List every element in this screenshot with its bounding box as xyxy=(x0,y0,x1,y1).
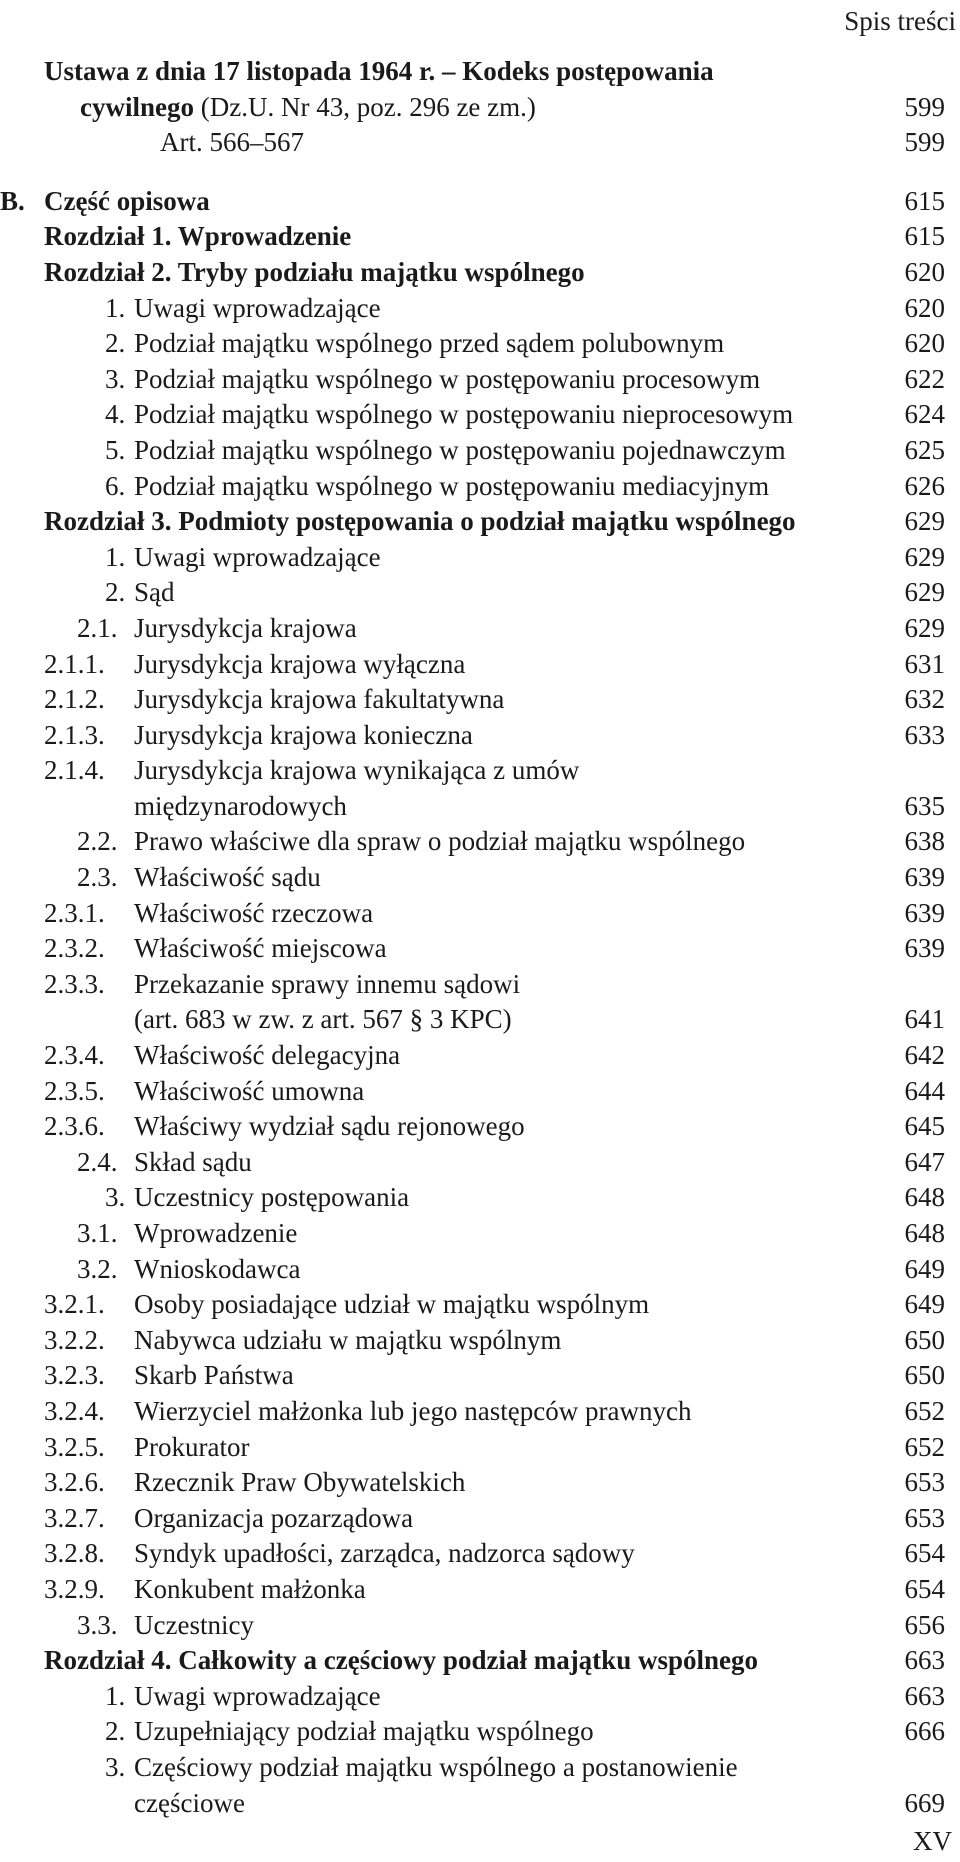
toc-entry-title: Rozdział 2. Tryby podziału majątku wspólnego xyxy=(44,257,589,287)
toc-entry xyxy=(0,1323,945,1359)
toc-entry xyxy=(0,753,945,789)
toc-entry xyxy=(0,433,945,469)
toc-page-number: 638 xyxy=(899,824,946,860)
toc-page-number: 650 xyxy=(899,1358,946,1394)
toc-page-number: 642 xyxy=(899,1038,946,1074)
toc-entry-number: 2. xyxy=(105,328,126,359)
toc-entry xyxy=(0,1643,945,1679)
toc-page-number: 620 xyxy=(899,291,946,327)
toc-entry-number: 2.3. xyxy=(77,862,118,893)
toc-page-number: 645 xyxy=(899,1109,946,1145)
toc-page-number: 653 xyxy=(899,1465,946,1501)
toc-entry-title: Rozdział 3. Podmioty postępowania o podział majątku wspólnego xyxy=(44,506,800,536)
toc-entry-number: 2.1. xyxy=(77,612,118,643)
toc-entry-number: 5. xyxy=(105,434,126,465)
toc-entry xyxy=(0,1430,945,1466)
toc-entry-title: Konkubent małżonka xyxy=(134,1574,370,1604)
toc-entry-number: 2.3.2. xyxy=(44,933,105,964)
toc-entry xyxy=(0,718,945,754)
toc-entry-number: 3.2. xyxy=(77,1253,118,1284)
toc-entry-title: Art. 566–567 xyxy=(160,127,308,157)
toc-page-number: 663 xyxy=(899,1643,946,1679)
toc-page-number: 635 xyxy=(899,789,946,825)
toc-entry-title: Właściwość delegacyjna xyxy=(134,1040,404,1070)
toc-entry-title: cywilnego (Dz.U. Nr 43, poz. 296 ze zm.) xyxy=(80,92,540,122)
toc-page-number: 629 xyxy=(899,504,946,540)
toc-entry-title: Właściwy wydział sądu rejonowego xyxy=(134,1111,529,1141)
toc-entry xyxy=(0,1038,945,1074)
toc-entry-title: Podział majątku wspólnego w postępowaniu mediacyjnym xyxy=(134,471,773,501)
toc-page-number: 599 xyxy=(899,125,946,161)
toc-entry-title: Uczestnicy postępowania xyxy=(134,1182,413,1212)
toc-page-number: 639 xyxy=(899,931,946,967)
toc-entry-title: Uwagi wprowadzające xyxy=(134,542,385,572)
toc-page-number: 632 xyxy=(899,682,946,718)
toc-entry-number: 4. xyxy=(105,399,126,430)
toc-entry xyxy=(0,540,945,576)
toc-entry xyxy=(0,824,945,860)
toc-entry-title: Podział majątku wspólnego w postępowaniu pojednawczym xyxy=(134,435,790,465)
toc-entry xyxy=(0,575,945,611)
toc-entry xyxy=(0,1394,945,1430)
toc-entry xyxy=(0,931,945,967)
toc-entry-title: Podział majątku wspólnego przed sądem polubownym xyxy=(134,328,728,358)
toc-entry-number: 3. xyxy=(105,1751,126,1782)
toc-entry-title: międzynarodowych xyxy=(134,791,351,821)
toc-entry-title: Rozdział 1. Wprowadzenie xyxy=(44,221,355,251)
toc-entry-number: B. xyxy=(0,185,25,216)
toc-entry xyxy=(0,611,945,647)
toc-entry-title: Organizacja pozarządowa xyxy=(134,1503,417,1533)
toc-page-number: 620 xyxy=(899,255,946,291)
toc-entry-number: 3.2.6. xyxy=(44,1467,105,1498)
toc-entry-title: Osoby posiadające udział w majątku wspólnym xyxy=(134,1289,653,1319)
toc-page-number: 649 xyxy=(899,1252,946,1288)
toc-page-number: 649 xyxy=(899,1287,946,1323)
toc-entry xyxy=(0,1074,945,1110)
toc-entry-number: 2.3.3. xyxy=(44,968,105,999)
toc-entry-title: Ustawa z dnia 17 listopada 1964 r. – Kodeks postępowania xyxy=(44,56,718,86)
toc-page-number: 648 xyxy=(899,1216,946,1252)
toc-page-number: 653 xyxy=(899,1501,946,1537)
toc-entry-title: Rzecznik Praw Obywatelskich xyxy=(134,1467,469,1497)
toc-entry xyxy=(0,1180,945,1216)
toc-entry-title: Uwagi wprowadzające xyxy=(134,1681,385,1711)
toc-page-number: 663 xyxy=(899,1679,946,1715)
toc-entry-number: 3.2.1. xyxy=(44,1289,105,1320)
toc-entry xyxy=(0,1572,945,1608)
toc-entry-number: 3.2.2. xyxy=(44,1324,105,1355)
toc-entry-number: 2.1.1. xyxy=(44,648,105,679)
toc-entry xyxy=(0,1358,945,1394)
toc-entry-number: 3.2.8. xyxy=(44,1538,105,1569)
toc-entry-number: 3. xyxy=(105,363,126,394)
toc-entry-title: częściowe xyxy=(134,1788,249,1818)
toc-entry-number: 3.3. xyxy=(77,1609,118,1640)
toc-entry xyxy=(0,1679,945,1715)
toc-entry-number: 1. xyxy=(105,541,126,572)
toc-entry xyxy=(0,1145,945,1181)
toc-entry-title: Uwagi wprowadzające xyxy=(134,293,385,323)
toc-page-number: 622 xyxy=(899,362,946,398)
toc-entry-title: Właściwość miejscowa xyxy=(134,933,391,963)
toc-entry-title: (art. 683 w zw. z art. 567 § 3 KPC) xyxy=(134,1004,516,1034)
toc-page-number: 639 xyxy=(899,896,946,932)
toc-entry xyxy=(0,896,945,932)
toc-entry-title: Wierzyciel małżonka lub jego następców prawnych xyxy=(134,1396,695,1426)
toc-entry xyxy=(0,1501,945,1537)
toc-page-number: 652 xyxy=(899,1394,946,1430)
toc-entry-number: 3.1. xyxy=(77,1218,118,1248)
toc-entry-number: 3.2.3. xyxy=(44,1360,105,1391)
toc-page-number: 615 xyxy=(899,219,946,255)
toc-entry-title: Jurysdykcja krajowa wynikająca z umów xyxy=(134,755,583,785)
toc-entry-title: Nabywca udziału w majątku wspólnym xyxy=(134,1325,565,1355)
toc-page-number: 626 xyxy=(899,469,946,505)
toc-page-number: 654 xyxy=(899,1572,946,1608)
toc-entry xyxy=(0,291,945,327)
toc-page-number: 625 xyxy=(899,433,946,469)
toc-entry xyxy=(0,184,945,220)
toc-entry-number: 2.1.3. xyxy=(44,719,105,750)
toc-entry xyxy=(0,860,945,896)
toc-entry-number: 2.3.5. xyxy=(44,1075,105,1106)
toc-entry xyxy=(0,1536,945,1572)
page-number: XV xyxy=(913,1826,952,1856)
toc-entry xyxy=(0,647,945,683)
toc-entry-number: 1. xyxy=(105,292,126,323)
toc-entry xyxy=(0,682,945,718)
toc-entry xyxy=(0,255,945,291)
toc-entry-title: Część opisowa xyxy=(44,186,214,216)
toc-page-number: 633 xyxy=(899,718,946,754)
toc-entry-number: 2. xyxy=(105,577,126,608)
toc-entry-title: Właściwość sądu xyxy=(134,862,325,892)
toc-entry xyxy=(0,967,945,1003)
toc-entry-title: Jurysdykcja krajowa konieczna xyxy=(134,720,477,750)
toc-entry-title: Skład sądu xyxy=(134,1147,256,1177)
toc-page-number: 629 xyxy=(899,575,946,611)
toc-page-number: 644 xyxy=(899,1074,946,1110)
toc-page-number: 666 xyxy=(899,1714,946,1750)
toc-entry-number: 2.3.6. xyxy=(44,1111,105,1142)
toc-entry-title: Podział majątku wspólnego w postępowaniu procesowym xyxy=(134,364,764,394)
toc-entry xyxy=(0,397,945,433)
toc-entry-number: 2.3.1. xyxy=(44,897,105,928)
toc-page-number: 599 xyxy=(899,90,946,126)
toc-entry-title: Wnioskodawca xyxy=(134,1254,304,1284)
toc-entry xyxy=(0,1465,945,1501)
toc-entry-title: Wprowadzenie xyxy=(134,1218,301,1248)
toc-page-number: 654 xyxy=(899,1536,946,1572)
toc-entry xyxy=(0,1786,945,1822)
toc-entry xyxy=(0,362,945,398)
toc-entry-number: 3.2.5. xyxy=(44,1431,105,1462)
toc-page-number: 669 xyxy=(899,1786,946,1822)
toc-entry xyxy=(0,1002,945,1038)
toc-page-number: 656 xyxy=(899,1608,946,1644)
toc-entry-title: Prokurator xyxy=(134,1432,253,1462)
toc-entry-number: 3.2.4. xyxy=(44,1395,105,1426)
toc-entry-title: Uzupełniający podział majątku wspólnego xyxy=(134,1716,598,1746)
toc-entry xyxy=(0,1608,945,1644)
toc-entry-title: Właściwość umowna xyxy=(134,1076,368,1106)
toc-entry-number: 3.2.9. xyxy=(44,1573,105,1604)
toc-entry-title: Przekazanie sprawy innemu sądowi xyxy=(134,969,524,999)
toc-page-number: 650 xyxy=(899,1323,946,1359)
toc-entry-number: 1. xyxy=(105,1680,126,1711)
toc-entry-number: 3.2.7. xyxy=(44,1502,105,1533)
toc-page-number: 629 xyxy=(899,540,946,576)
toc-page-number: 620 xyxy=(899,326,946,362)
toc-entry-number: 2.4. xyxy=(77,1146,118,1177)
toc-entry-title: Jurysdykcja krajowa fakultatywna xyxy=(134,684,508,714)
toc-entry xyxy=(0,1750,945,1786)
toc-entry xyxy=(0,219,945,255)
toc-entry-number: 2.3.4. xyxy=(44,1040,105,1071)
toc-page-number: 648 xyxy=(899,1180,946,1216)
toc-entry xyxy=(0,326,945,362)
toc-entry-title: Właściwość rzeczowa xyxy=(134,898,377,928)
toc-entry-title: Syndyk upadłości, zarządca, nadzorca sądowy xyxy=(134,1538,639,1568)
toc-entry xyxy=(0,90,945,126)
toc-entry xyxy=(0,1216,945,1252)
toc-entry xyxy=(0,1287,945,1323)
toc-entry-number: 2.2. xyxy=(77,826,118,857)
toc-entry-title: Częściowy podział majątku wspólnego a postanowienie xyxy=(134,1752,742,1782)
toc-page-number: 624 xyxy=(899,397,946,433)
toc-page-number: 629 xyxy=(899,611,946,647)
toc-entry-title: Rozdział 4. Całkowity a częściowy podział majątku wspólnego xyxy=(44,1645,762,1675)
toc-entry-title: Uczestnicy xyxy=(134,1610,258,1640)
toc-entry xyxy=(0,1714,945,1750)
toc-entry-title: Jurysdykcja krajowa wyłączna xyxy=(134,649,469,679)
toc-page-number: 641 xyxy=(899,1002,946,1038)
toc-entry xyxy=(0,789,945,825)
toc-page-number: 647 xyxy=(899,1145,946,1181)
toc-entry xyxy=(0,469,945,505)
toc-entry-number: 3. xyxy=(105,1182,126,1213)
toc-entry-title: Skarb Państwa xyxy=(134,1360,298,1390)
toc-entry-title: Jurysdykcja krajowa xyxy=(134,613,361,643)
toc-entry-number: 2.1.4. xyxy=(44,755,105,786)
toc-page-number: 615 xyxy=(899,184,946,220)
toc-entry xyxy=(0,1252,945,1288)
toc-page-number: 652 xyxy=(899,1430,946,1466)
toc-entry-title: Prawo właściwe dla spraw o podział majątku wspólnego xyxy=(134,826,749,856)
toc-entry xyxy=(0,125,945,161)
toc-entry xyxy=(0,54,945,90)
toc-page-number: 631 xyxy=(899,647,946,683)
toc-entry-title: Podział majątku wspólnego w postępowaniu nieprocesowym xyxy=(134,399,797,429)
running-header: Spis treści xyxy=(844,6,956,36)
toc-entry xyxy=(0,504,945,540)
toc-entry xyxy=(0,1109,945,1145)
toc-entry-title: Sąd xyxy=(134,577,179,607)
toc-page-number: 639 xyxy=(899,860,946,896)
toc-entry-number: 2. xyxy=(105,1716,126,1747)
table-of-contents xyxy=(0,54,945,1821)
toc-entry-number: 2.1.2. xyxy=(44,684,105,715)
toc-entry-number: 6. xyxy=(105,470,126,501)
